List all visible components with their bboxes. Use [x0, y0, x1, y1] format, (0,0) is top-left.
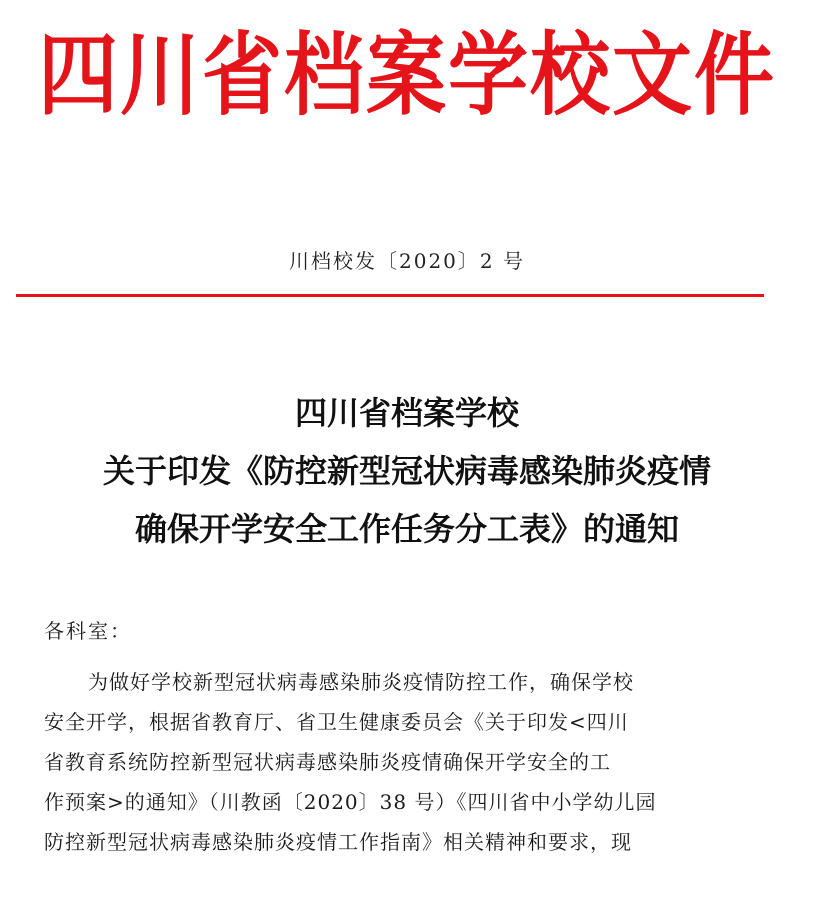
- paragraph-line: 防控新型冠状病毒感染肺炎疫情工作指南》相关精神和要求，现: [44, 830, 632, 854]
- paragraph-line: 安全开学，根据省教育厅、省卫生健康委员会《关于印发<四川: [44, 710, 629, 734]
- paragraph-line: 作预案>的通知》（川教函〔2020〕38 号）《四川省中小学幼儿园: [44, 790, 657, 814]
- title-line: 四川省档案学校: [294, 394, 519, 432]
- title-line: 关于印发《防控新型冠状病毒感染肺炎疫情: [102, 452, 711, 490]
- document-number: 川档校发〔2020〕2 号: [289, 249, 525, 273]
- paragraph-line: 为做好学校新型冠状病毒感染肺炎疫情防控工作，确保学校: [88, 670, 634, 694]
- salutation: 各科室：: [44, 619, 132, 643]
- paragraph-line: 省教育系统防控新型冠状病毒感染肺炎疫情确保开学安全的工: [44, 750, 611, 774]
- title-line: 确保开学安全工作任务分工表》的通知: [134, 510, 679, 548]
- body-paragraph: [44, 662, 784, 862]
- masthead-title: 四川省档案学校文件: [38, 22, 776, 128]
- notice-title: [0, 384, 814, 558]
- red-divider-line: [16, 294, 764, 297]
